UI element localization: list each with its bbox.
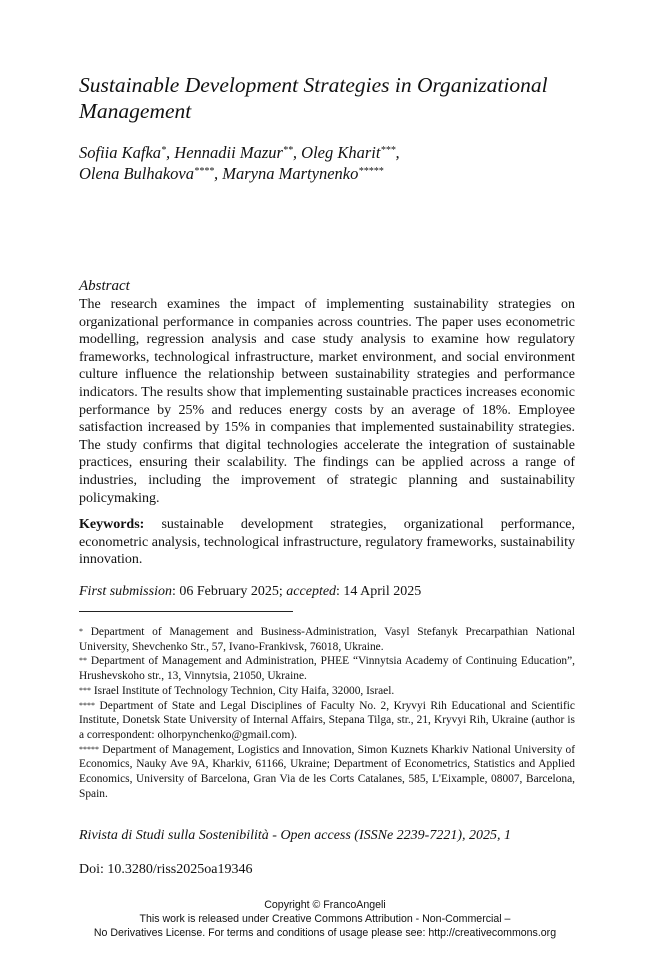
author-mark: **: [282, 145, 293, 156]
license-line: This work is released under Creative Commons Attribution - Non-Commercial –: [139, 913, 511, 925]
first-submission-label: First submission: [79, 584, 172, 599]
footnote-mark: *: [79, 627, 83, 636]
footnote-divider: [79, 611, 293, 612]
footnote: *** Israel Institute of Technology Technion, City Haifa, 32000, Israel.: [79, 684, 395, 697]
footnote-mark: ***: [79, 685, 91, 695]
abstract-heading: Abstract: [79, 278, 130, 294]
keywords: [79, 516, 575, 569]
footnote: ***** Department of Management, Logistics and Innovation, Simon Kuznets Kharkiv National University of Economics, Nauky Ave 9A, Kharkiv, 61166, Ukraine; Department of Econometrics, Statistics and Applied Economics, University of Barcelona, Gran Via de les Corts Catalanes, 585, L'Eixample, 08007, Barcelona, Spain.: [79, 743, 575, 800]
footnote: * Department of Management and Business-Administration, Vasyl Stefanyk Precarpathian National University, Shevchenko Str., 57, Ivano-Frankivsk, 76018, Ukraine.: [79, 626, 575, 653]
journal-citation: Rivista di Studi sulla Sostenibilità - Open access (ISSNe 2239-7221), 2025, 1: [79, 828, 512, 843]
author: Maryna Martynenko*****: [222, 164, 384, 183]
paper-title: Sustainable Development Strategies in Organizational Management: [79, 73, 548, 123]
accepted-date: : 14 April 2025: [336, 584, 422, 599]
footnote-mark: ****: [79, 700, 95, 710]
abstract-text: The research examines the impact of implementing sustainability strategies on organizational performance in companies across countries. The paper uses econometric modelling, regression analysis and case study analysis to examine how regulatory frameworks, technological infrastructure, market environment, and social environment culture influence the relationship between sustainability strategies and performance indicators. The results show that implementing sustainable practices increases economic performance by 25% and reduces energy costs by an average of 18%. Employee satisfaction increased by 15% in companies that implemented sustainability strategies. The study confirms that digital technologies accelerate the integration of sustainable practices, ensuring their scalability. The findings can be applied across a range of industries, including the improvement of strategic planning and sustainability policymaking.: [79, 297, 575, 506]
author: Olena Bulhakova****,: [79, 164, 223, 183]
copyright-line: Copyright © FrancoAngeli: [264, 899, 386, 911]
accepted-label: accepted: [286, 584, 337, 599]
footnote-mark: *****: [79, 744, 99, 754]
author-mark: *: [161, 145, 167, 156]
footnote-mark: **: [79, 656, 87, 666]
author-list: [79, 142, 579, 184]
footnote: **** Department of State and Legal Disciplines of Faculty No. 2, Kryvyi Rih Educational and Scientific Institute, Donetsk State University of Internal Affairs, Stepana Tilga, str., 21, Kryvyi Rih, Ukraine (author is a correspondent: olhorpynchenko@gmail.com).: [79, 699, 575, 741]
first-submission-date: : 06 February 2025;: [171, 584, 287, 599]
author-mark: *****: [358, 166, 384, 177]
author: Hennadii Mazur**,: [174, 143, 302, 162]
copyright-notice: [0, 898, 650, 940]
footnote: ** Department of Management and Administration, PHEE “Vinnytsia Academy of Continuing Education”, Hrushevskoho str., 13, Vinnytsia, 21050, Ukraine.: [79, 655, 575, 683]
author-mark: ***: [380, 145, 396, 156]
author-mark: ****: [194, 166, 215, 177]
submission-dates: [79, 584, 575, 600]
keywords-text: sustainable development strategies, organizational performance, econometric analysis, technological infrastructure, regulatory frameworks, sustainability innovation.: [79, 517, 576, 568]
doi: Doi: 10.3280/riss2025oa19346: [79, 862, 253, 877]
affiliation-footnotes: [79, 625, 575, 801]
keywords-label: Keywords:: [79, 517, 145, 532]
license-line: No Derivatives License. For terms and conditions of usage please see: http://creativecommons.org: [93, 927, 557, 939]
author: Oleg Kharit***,: [301, 143, 400, 162]
author: Sofiia Kafka*,: [79, 143, 175, 162]
